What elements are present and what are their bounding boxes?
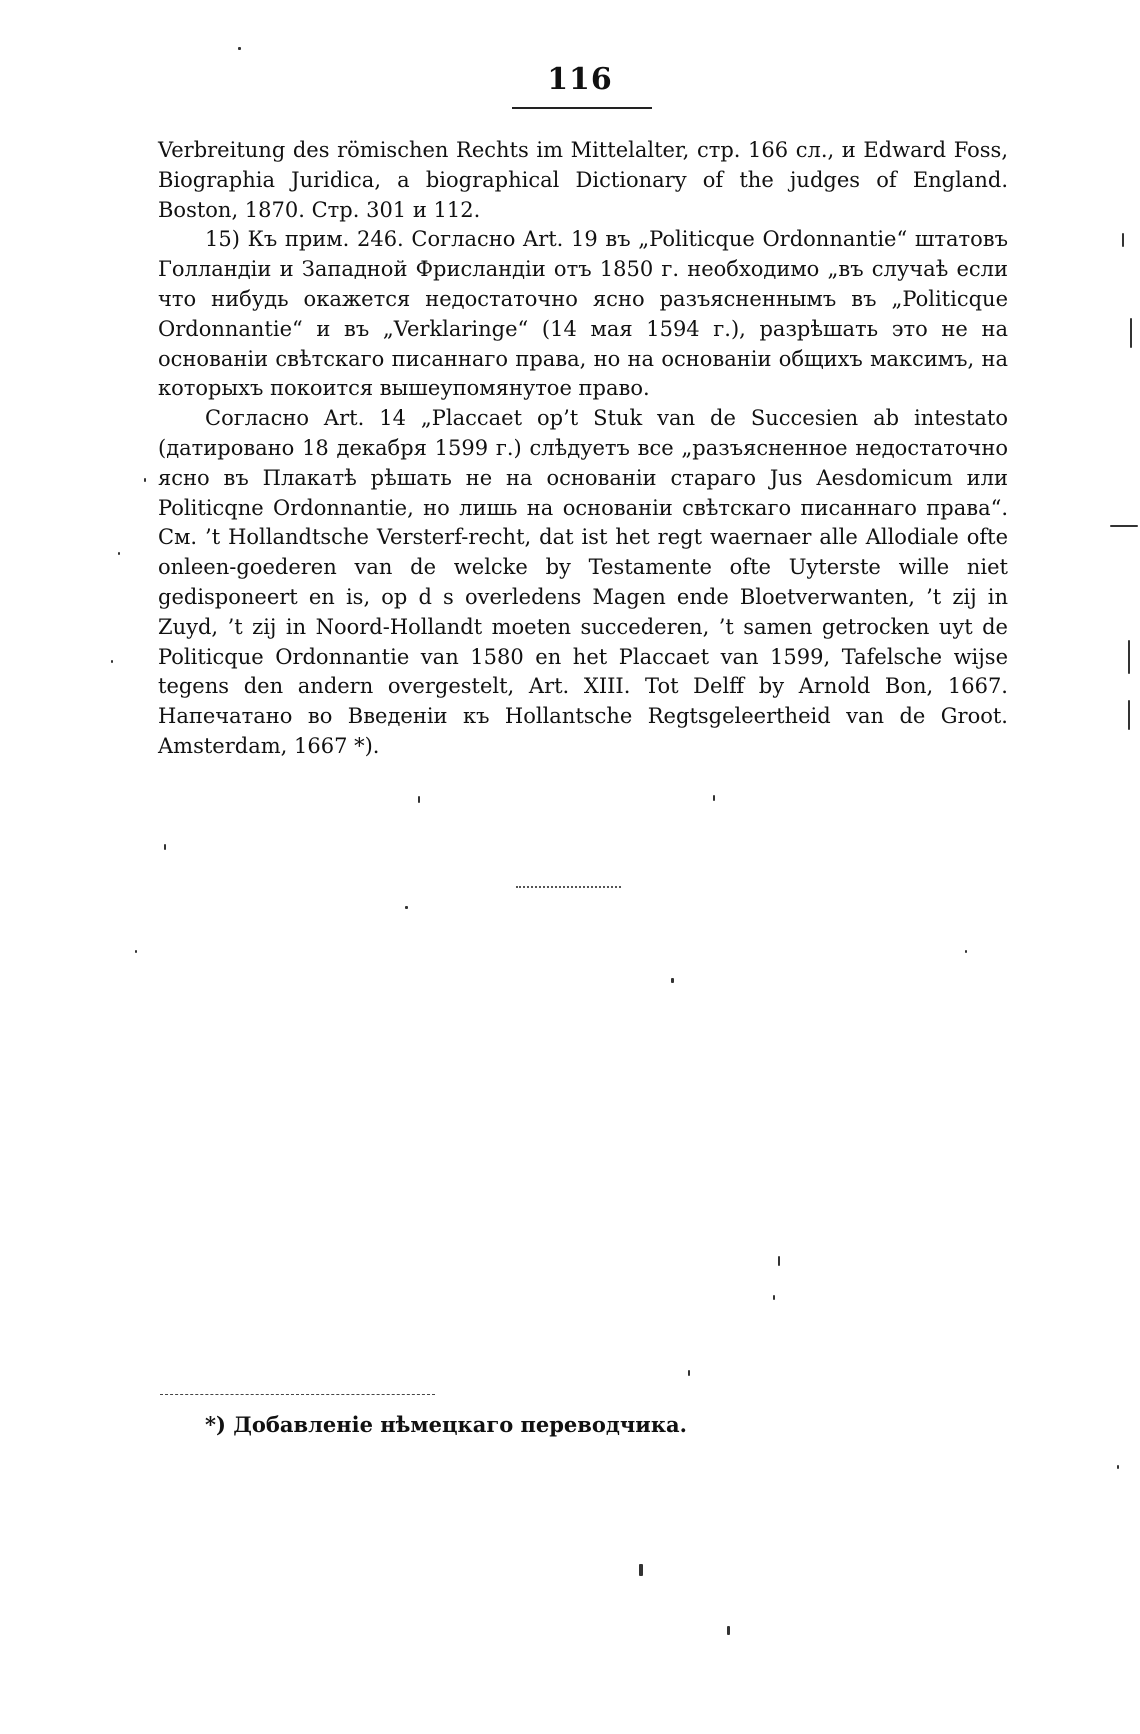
scan-speck <box>144 478 146 482</box>
scan-speck <box>405 906 408 909</box>
scan-speck <box>1122 233 1124 247</box>
scan-speck <box>778 1256 780 1266</box>
scan-speck <box>111 660 113 663</box>
paragraph-note-15: 15) Къ прим. 246. Согласно Art. 19 въ „Politicque Ordonnantie“ штатовъ Голландіи и Западной Фрисландіи отъ 1850 г. необходимо „въ случаѣ если что нибудь окажется недостаточно ясно разъясненнымъ въ „Politicque Ordonnantie“ и въ „Verklaringe“ (14 мая 1594 г.), разрѣшать это не на основаніи свѣтскаго писаннаго права, но на основаніи общихъ максимъ, на которыхъ покоится вышеупомянутое право. <box>158 227 1008 401</box>
scan-speck <box>238 47 241 50</box>
section-separator <box>516 886 621 888</box>
scan-speck <box>118 552 120 555</box>
scan-speck <box>1117 1465 1119 1469</box>
scan-speck <box>1110 525 1138 527</box>
scan-speck <box>1128 700 1130 730</box>
footnote: *) Добавленіе нѣмецкаго переводчика. <box>205 1412 687 1437</box>
scan-speck <box>688 1370 690 1376</box>
scan-speck <box>639 1564 643 1576</box>
page-number: 116 <box>547 62 613 97</box>
scan-speck <box>713 795 715 801</box>
scan-speck <box>727 1626 730 1635</box>
scan-speck <box>773 1295 775 1300</box>
page-number-rule <box>512 107 652 109</box>
paragraph-continuation: Verbreitung des römischen Rechts im Mittelalter, стр. 166 сл., и Edward Foss, Biographia Juridica, a biographical Dictionary of the judges of England. Boston, 1870. Стр. 301 и 112. <box>158 138 1008 222</box>
paragraph-art-14: Согласно Art. 14 „Placcaet op’t Stuk van de Succesien ab intestato (датировано 18 декабря 1599 г.) слѣдуетъ все „разъясненное недостаточно ясно въ Плакатѣ рѣшать не на основаніи стараго Jus Aesdomicum или Politicqne Ordonnantie, но лишь на основаніи свѣтскаго писаннаго права“. См. ’t Hollandtsche Versterf-recht, dat ist het regt waernaer alle Allodiale ofte onleen-goederen van de welcke by Testamente ofte Uyterste wille niet gedisponeert en is, op d s overledens Magen ende Bloetverwanten, ’t zij in Zuyd, ’t zij in Noord-Hollandt moeten succederen, ’t samen getrocken uyt de Politicque Ordonnantie van 1580 en het Placcaet van 1599, Tafelsche wijse tegens den andern overgestelt, Art. XIII. Tot Delff by Arnold Bon, 1667. Напечатано во Введеніи къ Hollantsche Regtsgeleertheid van de Groot. Amsterdam, 1667 *). <box>158 406 1008 758</box>
scan-speck <box>164 844 166 850</box>
scan-speck <box>965 950 967 953</box>
footnote-rule <box>160 1394 435 1395</box>
scan-speck <box>135 950 137 953</box>
scan-speck <box>418 796 420 803</box>
scan-speck <box>671 978 674 983</box>
scan-speck <box>1128 640 1130 674</box>
main-text <box>158 136 1008 762</box>
scan-speck <box>1130 318 1132 348</box>
